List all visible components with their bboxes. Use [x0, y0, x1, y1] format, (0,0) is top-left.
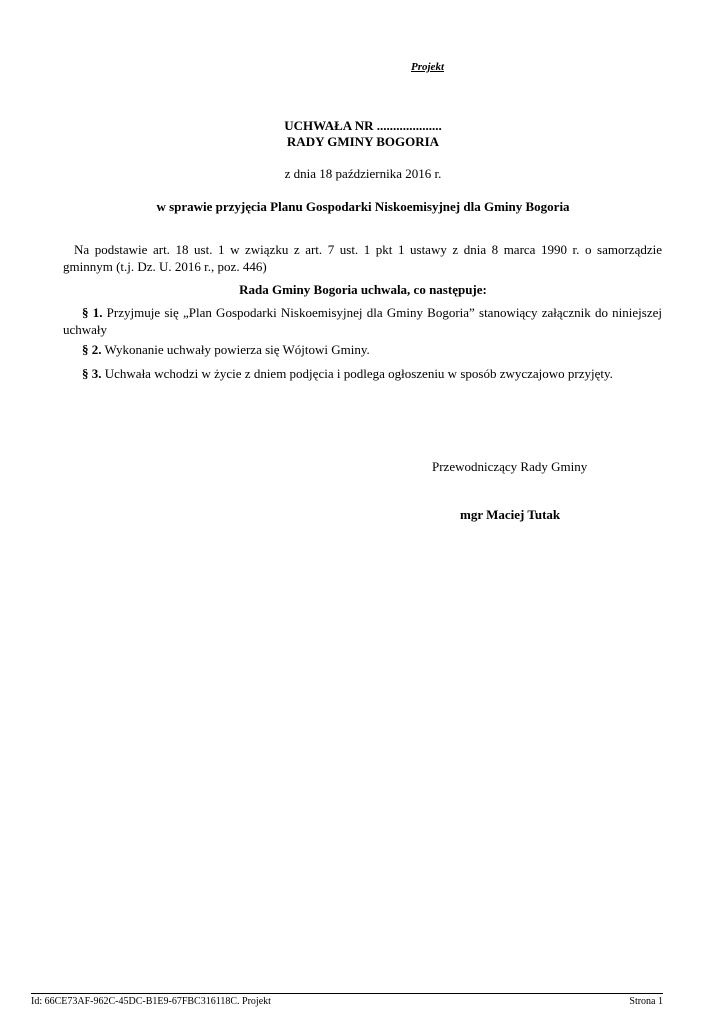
page-number: Strona 1 — [629, 996, 663, 1007]
paragraph-text: Uchwała wchodzi w życie z dniem podjęcia i podlega ogłoszeniu w sposób zwyczajowo przyjęty. — [101, 366, 613, 381]
resolution-intro: Rada Gminy Bogoria uchwala, co następuje: — [239, 282, 487, 297]
paragraph-1 — [63, 304, 662, 338]
paragraph-number: § 2. — [82, 342, 102, 357]
paragraph-text: Przyjmuje się „Plan Gospodarki Niskoemisyjnej dla Gminy Bogoria” stanowiący załącznik do niniejszej uchwały — [63, 305, 663, 337]
signatory-role: Przewodniczący Rady Gminy — [432, 459, 588, 474]
resolution-title: UCHWAŁA NR .................... — [284, 118, 442, 133]
paragraph-2 — [82, 342, 662, 358]
paragraph-number: § 3. — [82, 366, 102, 381]
resolution-subject: w sprawie przyjęcia Planu Gospodarki Niskoemisyjnej dla Gminy Bogoria — [156, 199, 570, 214]
signatory-name: mgr Maciej Tutak — [460, 507, 561, 522]
draft-label: Projekt — [411, 61, 444, 73]
paragraph-text: Wykonanie uchwały powierza się Wójtowi Gminy. — [101, 342, 370, 357]
document-id: Id: 66CE73AF-962C-45DC-B1E9-67FBC316118C. Projekt — [31, 996, 271, 1007]
legal-basis: Na podstawie art. 18 ust. 1 w związku z art. 7 ust. 1 pkt 1 ustawy z dnia 8 marca 1990 r. o samorządzie gminnym (t.j. Dz. U. 2016 r., poz. 446) — [63, 242, 662, 274]
resolution-date: z dnia 18 października 2016 r. — [284, 166, 442, 181]
paragraph-3 — [82, 366, 662, 382]
paragraph-number: § 1. — [82, 305, 103, 320]
council-name: RADY GMINY BOGORIA — [286, 134, 440, 149]
footer-divider — [31, 993, 663, 994]
